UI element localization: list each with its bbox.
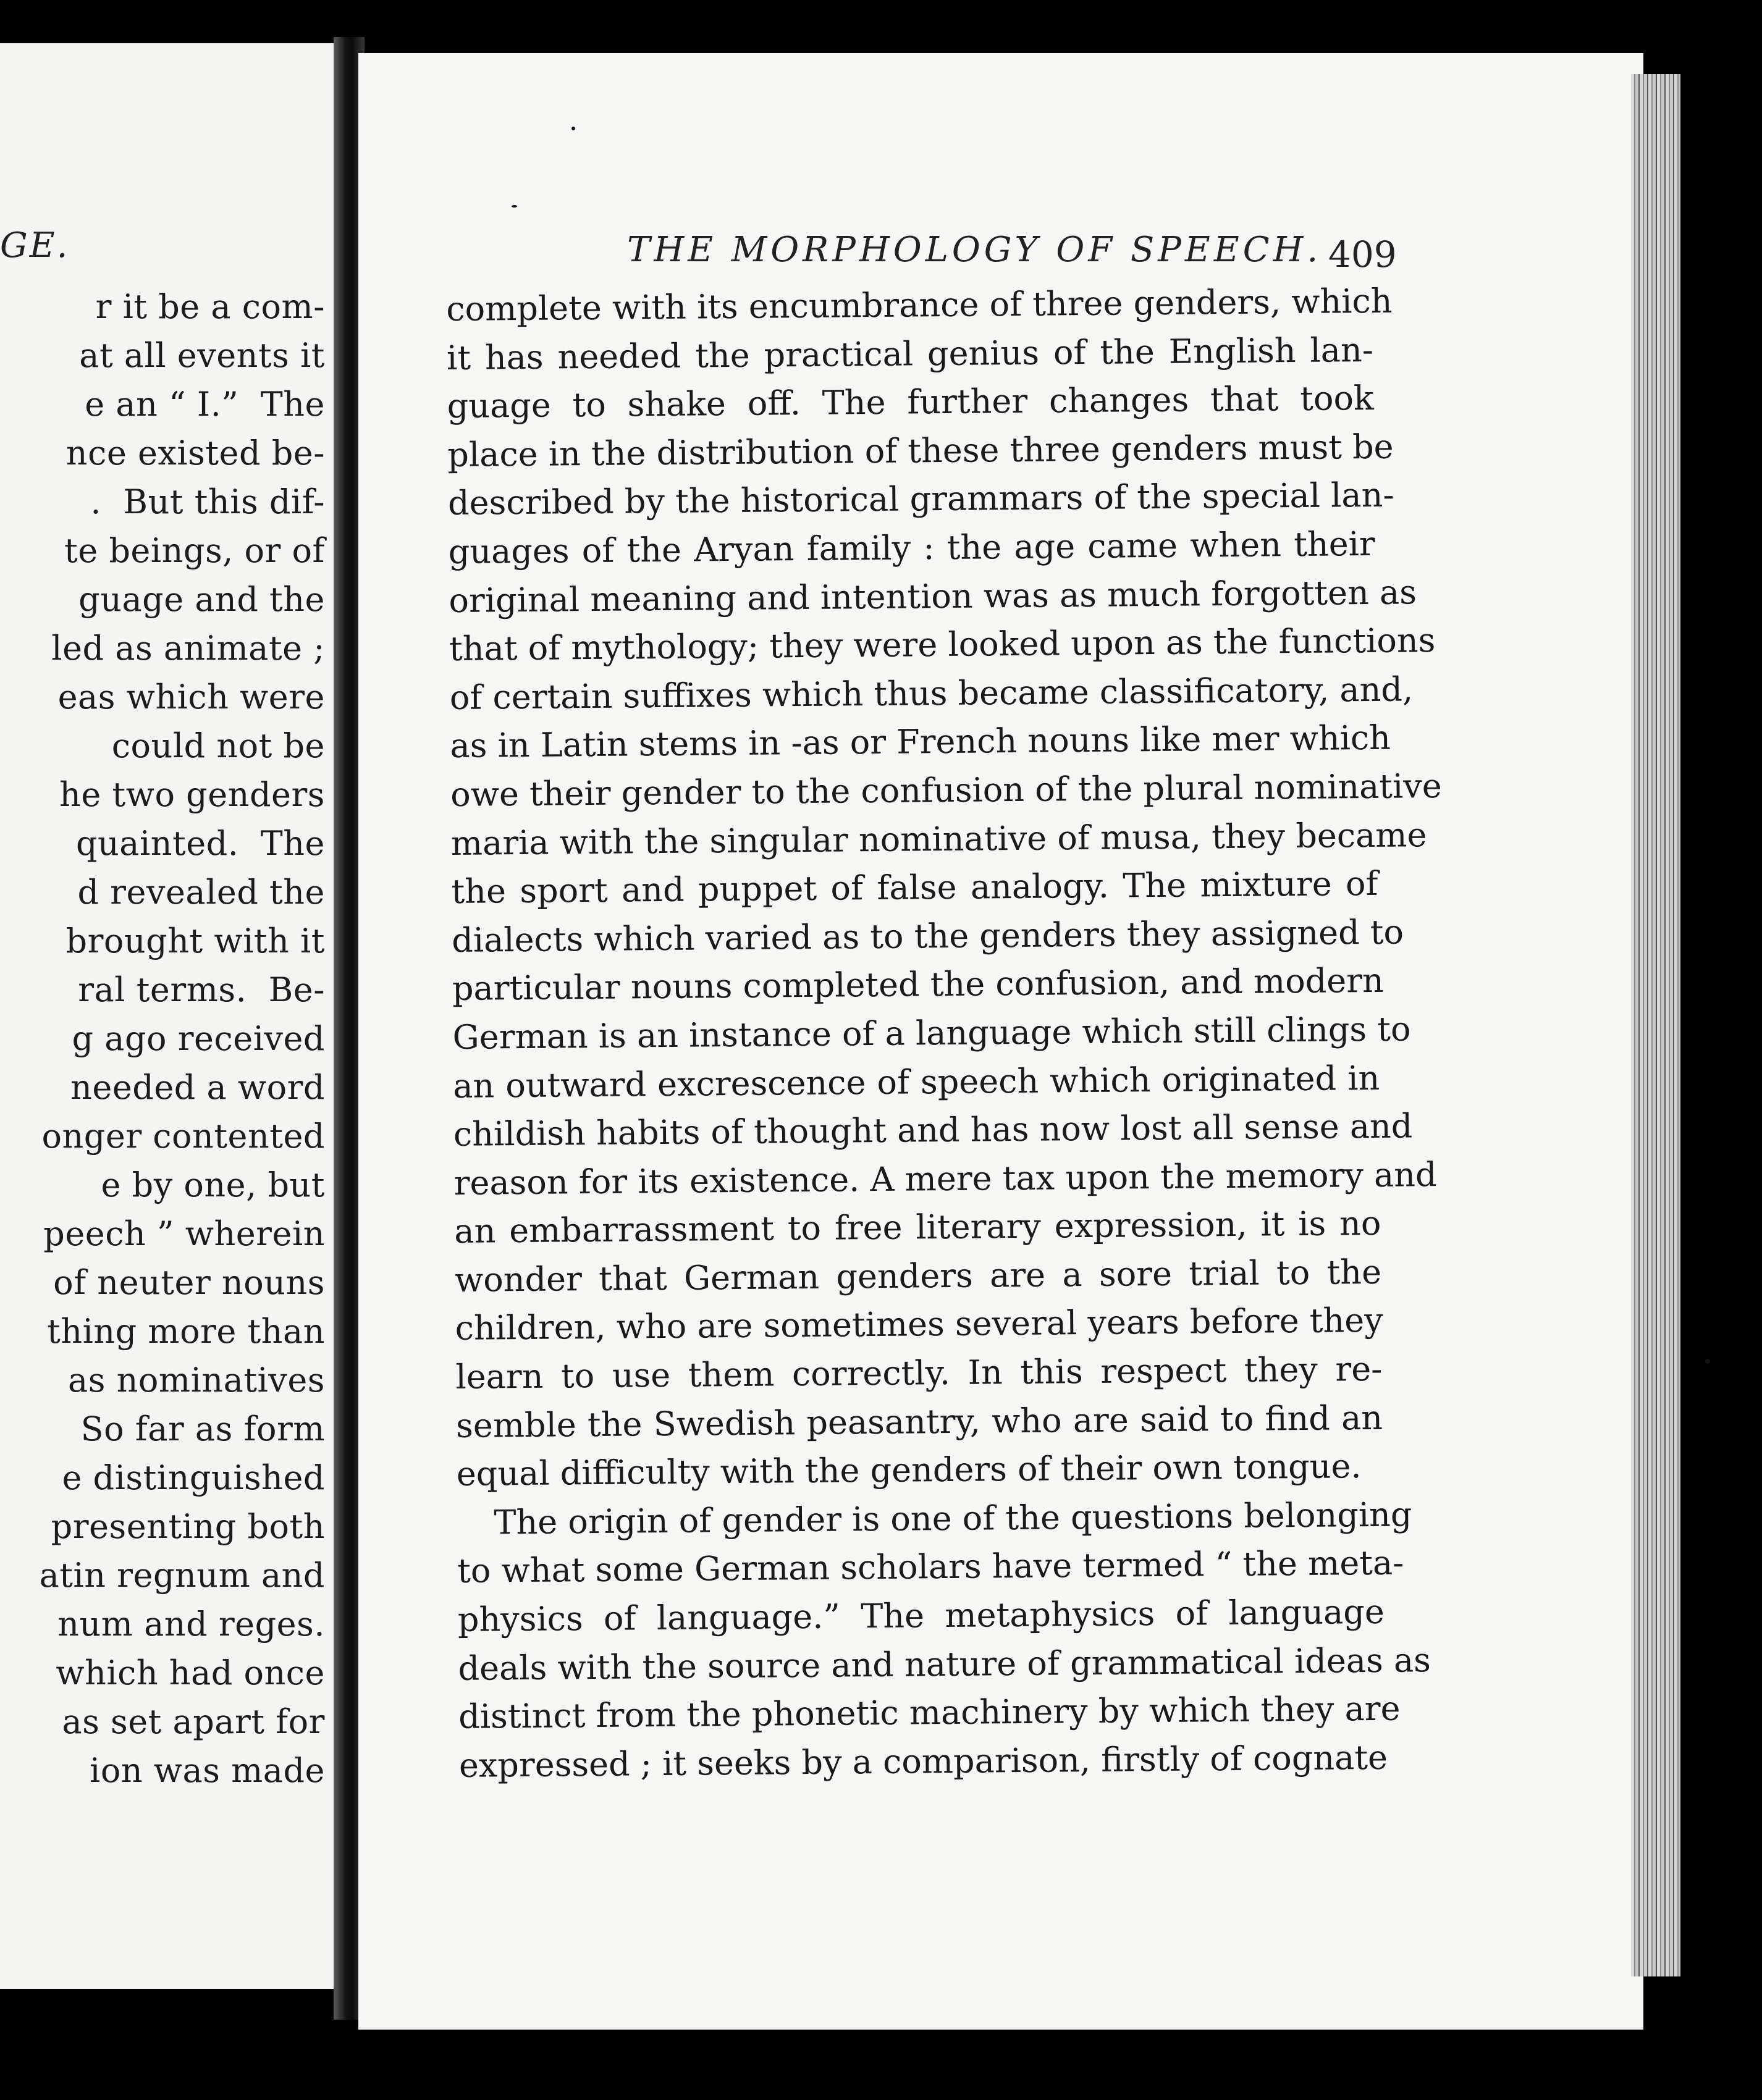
left-text-line: could not be	[111, 726, 325, 765]
text-line: expressed ; it seeks by a comparison, firstly of cognate	[458, 1737, 1388, 1785]
left-text-line: presenting both	[51, 1507, 325, 1546]
page-number: 409	[1328, 233, 1397, 275]
text-line: as in Latin stems in -as or French nouns like mer which	[450, 718, 1391, 766]
left-text-line: r it be a com-	[95, 287, 325, 326]
print-speck	[512, 205, 517, 208]
print-speck	[1705, 1359, 1710, 1364]
left-text-line: So far as form	[80, 1409, 325, 1448]
left-text-line: num and reges.	[57, 1605, 325, 1644]
left-text-line: onger contented	[41, 1117, 325, 1156]
text-line: described by the historical grammars of the special lan-	[447, 475, 1394, 523]
text-line: to what some German scholars have termed “ the meta-	[457, 1543, 1404, 1591]
left-text-line: atin regnum and	[39, 1556, 325, 1595]
text-line: distinct from the phonetic machinery by which they are	[458, 1689, 1401, 1737]
text-line: an embarrassment to free literary expression, it is no	[454, 1204, 1381, 1251]
left-text-line: as nominatives	[68, 1361, 325, 1400]
text-line: complete with its encumbrance of three genders, which	[446, 281, 1393, 329]
left-text-line: e distinguished	[62, 1458, 325, 1497]
left-text-line: quainted. The	[75, 824, 325, 863]
text-line: owe their gender to the confusion of the plural nominative	[450, 766, 1442, 814]
text-line: particular nouns completed the confusion, and modern	[452, 961, 1385, 1009]
text-line: equal difficulty with the genders of their own tongue.	[456, 1447, 1362, 1494]
left-text-line: of neuter nouns	[53, 1263, 325, 1302]
text-line: physics of language.” The metaphysics of language	[457, 1592, 1385, 1639]
left-text-line: . But this dif-	[90, 482, 325, 521]
left-text-line: needed a word	[70, 1068, 325, 1107]
left-text-line: nce existed be-	[65, 434, 325, 472]
text-line: wonder that German genders are a sore trial to the	[454, 1252, 1382, 1300]
text-line: original meaning and intention was as much forgotten as	[449, 572, 1417, 620]
left-text-line: at all events it	[79, 336, 325, 375]
text-line: it has needed the practical genius of the English lan-	[446, 330, 1374, 377]
text-line: an outward excrescence of speech which originated in	[453, 1058, 1380, 1106]
left-text-line: peech ” wherein	[43, 1214, 325, 1253]
left-text-line: thing more than	[47, 1312, 325, 1351]
text-line: guages of the Aryan family : the age came when their	[448, 524, 1375, 571]
body-text	[446, 277, 1442, 1790]
left-text-line: guage and the	[78, 580, 325, 619]
text-line: maria with the singular nominative of musa, they became	[450, 815, 1427, 863]
text-line: semble the Swedish peasantry, who are said to find an	[455, 1398, 1383, 1445]
text-line: reason for its existence. A mere tax upon the memory and	[453, 1154, 1437, 1203]
text-line: guage to shake off. The further changes that took	[447, 379, 1374, 426]
left-text-line: te beings, or of	[64, 531, 325, 570]
text-line: deals with the source and nature of grammatical ideas as	[458, 1640, 1431, 1688]
print-speck	[571, 127, 575, 130]
left-page	[0, 43, 334, 1989]
left-text-line: led as animate ;	[51, 629, 325, 668]
left-text-line: he two genders	[59, 775, 325, 814]
left-text-line: d revealed the	[77, 873, 325, 912]
page-edges	[1631, 74, 1680, 1976]
left-text-line: ion was made	[90, 1751, 325, 1790]
text-line: the sport and puppet of false analogy. The mixture of	[451, 863, 1378, 912]
running-head: THE MORPHOLOGY OF SPEECH.	[627, 230, 1322, 270]
left-text-line: ral terms. Be-	[78, 970, 325, 1009]
text-line: childish habits of thought and has now lost all sense and	[453, 1106, 1413, 1154]
left-text-line: as set apart for	[62, 1702, 325, 1741]
left-text-line: e by one, but	[101, 1166, 325, 1204]
left-text-line: g ago received	[72, 1019, 325, 1058]
left-text-line: which had once	[56, 1653, 325, 1692]
left-running-head: GE.	[0, 225, 70, 266]
left-text-line: e an “ I.” The	[85, 385, 325, 424]
text-line: The origin of gender is one of the questions belonging	[494, 1495, 1412, 1542]
text-line: of certain suffixes which thus became classificatory, and,	[449, 670, 1414, 717]
text-line: that of mythology; they were looked upon as the functions	[449, 621, 1436, 669]
text-line: place in the distribution of these three genders must be	[447, 427, 1394, 474]
text-line: children, who are sometimes several years before they	[455, 1301, 1384, 1348]
left-text-line: eas which were	[57, 678, 325, 716]
text-line: learn to use them correctly. In this respect they re-	[455, 1349, 1383, 1396]
text-line: dialects which varied as to the genders they assigned to	[451, 912, 1404, 960]
text-line: German is an instance of a language which still clings to	[452, 1009, 1411, 1057]
left-text-line: brought with it	[65, 922, 325, 960]
